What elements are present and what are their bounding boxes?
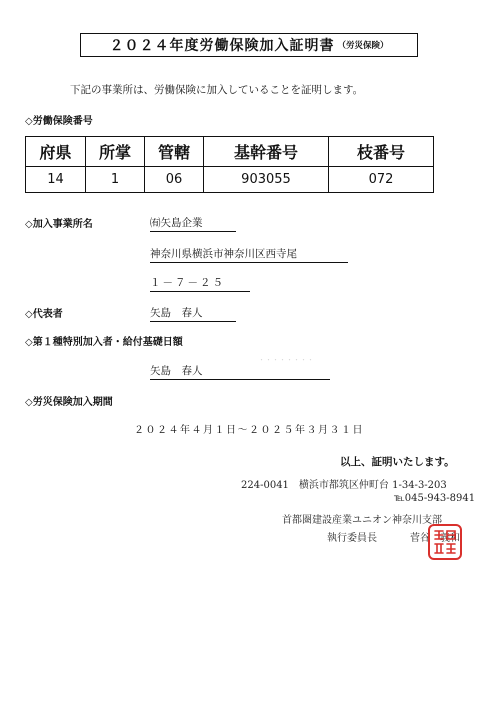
insurance-table-value-row — [26, 167, 434, 193]
insurance-number-label: ◇労働保険番号 — [25, 116, 93, 127]
special-member-name: 矢島 春人 — [150, 363, 330, 380]
closing-text: 以上、証明いたします。 — [340, 456, 455, 468]
header-branch-number: 枝番号 — [329, 137, 434, 167]
period-label: ◇労災保険加入期間 — [25, 397, 113, 408]
insurance-period: ２０２４年４月１日～２０２５年３月３１日 — [134, 425, 364, 436]
representative-name: 矢島 春人 — [150, 305, 236, 322]
faint-dots: ・・・・・・・・ — [258, 356, 314, 364]
header-jurisdiction: 所掌 — [86, 137, 145, 167]
insurance-table-header-row — [26, 137, 434, 167]
business-address-line2: １－７－２５ — [150, 275, 250, 292]
business-address-line1: 神奈川県横浜市神奈川区西寺尾 — [150, 246, 348, 263]
business-name: ㈲矢島企業 — [150, 215, 236, 232]
issuer-address: 224-0041 横浜市都筑区仲町台 1-34-3-203 — [241, 480, 447, 491]
header-base-number: 基幹番号 — [204, 137, 329, 167]
intro-text: 下記の事業所は、労働保険に加入していることを証明します。 — [70, 84, 364, 96]
document-title — [80, 33, 418, 57]
value-branch-number: 072 — [329, 167, 434, 193]
special-member-label: ◇第１種特別加入者・給付基礎日額 — [25, 337, 183, 348]
value-base-number: 903055 — [204, 167, 329, 193]
representative-label: ◇代表者 — [25, 309, 63, 320]
issuer-tel: ℡045-943-8941 — [394, 493, 476, 504]
header-prefecture: 府県 — [26, 137, 86, 167]
value-prefecture: 14 — [26, 167, 86, 193]
business-name-label: ◇加入事業所名 — [25, 219, 93, 230]
value-jurisdiction: 1 — [86, 167, 145, 193]
title-main: ２０２４年度労働保険加入証明書 — [109, 38, 335, 54]
official-seal-icon — [428, 524, 462, 560]
value-district: 06 — [145, 167, 204, 193]
header-district: 管轄 — [145, 137, 204, 167]
issuer-role: 執行委員長 — [327, 533, 377, 544]
title-sub: （労災保険） — [337, 41, 389, 51]
issuer-organization: 首都圏建設産業ユニオン神奈川支部 — [282, 515, 442, 526]
insurance-number-table — [25, 136, 434, 193]
issuer-name: 菅谷 義和 — [410, 533, 460, 544]
